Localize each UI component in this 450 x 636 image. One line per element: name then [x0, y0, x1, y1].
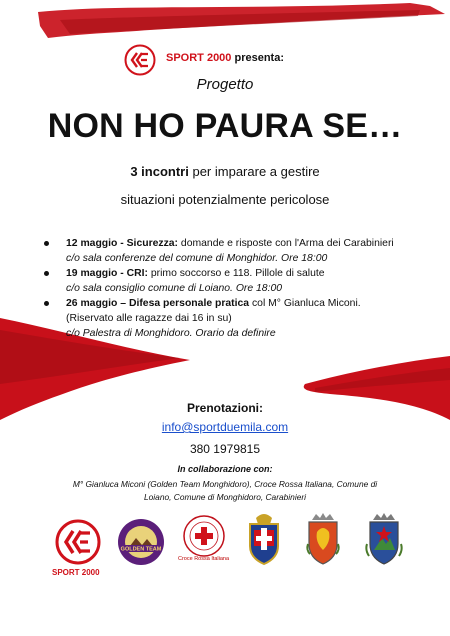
subtitle-line-2: situazioni potenzialmente pericolose	[120, 192, 330, 207]
sport2000-caption: SPORT 2000	[52, 568, 100, 577]
comune-loiano-crest-icon	[364, 510, 404, 566]
sport2000-logo-icon	[124, 44, 156, 76]
subtitle-line-1	[0, 164, 450, 179]
subtitle-rest: per imparare a gestire	[188, 164, 320, 179]
sport2000-logo-icon	[54, 518, 102, 566]
event-desc: domande e risposte con l'Arma dei Carabinieri	[178, 238, 394, 249]
event-location: c/o Palestra di Monghidoro. Orario da definire	[66, 328, 276, 339]
email-link[interactable]: info@sportduemila.com	[161, 420, 289, 434]
prenotazioni-label: Prenotazioni:	[186, 401, 263, 415]
event-location: c/o sala conferenze del comune di Monghidor. Ore 18:00	[66, 253, 328, 264]
presenta-text: presenta:	[234, 52, 285, 64]
events-list	[40, 236, 440, 341]
golden-team-text: GOLDEN TEAM	[120, 546, 162, 553]
event-item	[40, 296, 440, 341]
event-date: 26 maggio – Difesa personale pratica	[66, 298, 250, 309]
bullet-icon	[44, 241, 49, 246]
event-desc: primo soccorso e 118. Pillole di salute	[147, 268, 325, 279]
header-line	[166, 52, 284, 64]
phone-number: 380 1979815	[189, 442, 261, 456]
brand-name: SPORT 2000	[166, 52, 232, 64]
event-note: (Riservato alle ragazze dai 16 in su)	[66, 313, 232, 324]
croce-rossa-logo-icon	[182, 514, 226, 558]
golden-team-logo-icon	[116, 516, 166, 568]
project-label: Progetto	[196, 76, 254, 93]
page-title: NON HO PAURA SE…	[47, 107, 403, 145]
collaboration-label: In collaborazione con:	[177, 464, 273, 474]
event-desc: col M° Gianluca Miconi.	[249, 298, 361, 309]
event-item	[40, 266, 440, 296]
event-item	[40, 236, 440, 266]
event-location: c/o sala consiglio comune di Loiano. Ore 18:00	[66, 283, 283, 294]
collaboration-text: M° Gianluca Miconi (Golden Team Monghidoro), Croce Rossa Italiana, Comune di Loiano, Comune di Monghidoro, Carabinieri	[72, 479, 378, 502]
bullet-icon	[44, 301, 49, 306]
event-date: 12 maggio - Sicurezza:	[66, 238, 179, 249]
comune-monghidoro-crest-icon	[304, 510, 342, 566]
event-date: 19 maggio - CRI:	[66, 268, 148, 279]
incontri-count: 3 incontri	[130, 164, 189, 179]
cri-caption: Croce Rossa Italiana	[178, 556, 230, 562]
bullet-icon	[44, 271, 49, 276]
carabinieri-crest-icon	[246, 510, 282, 566]
